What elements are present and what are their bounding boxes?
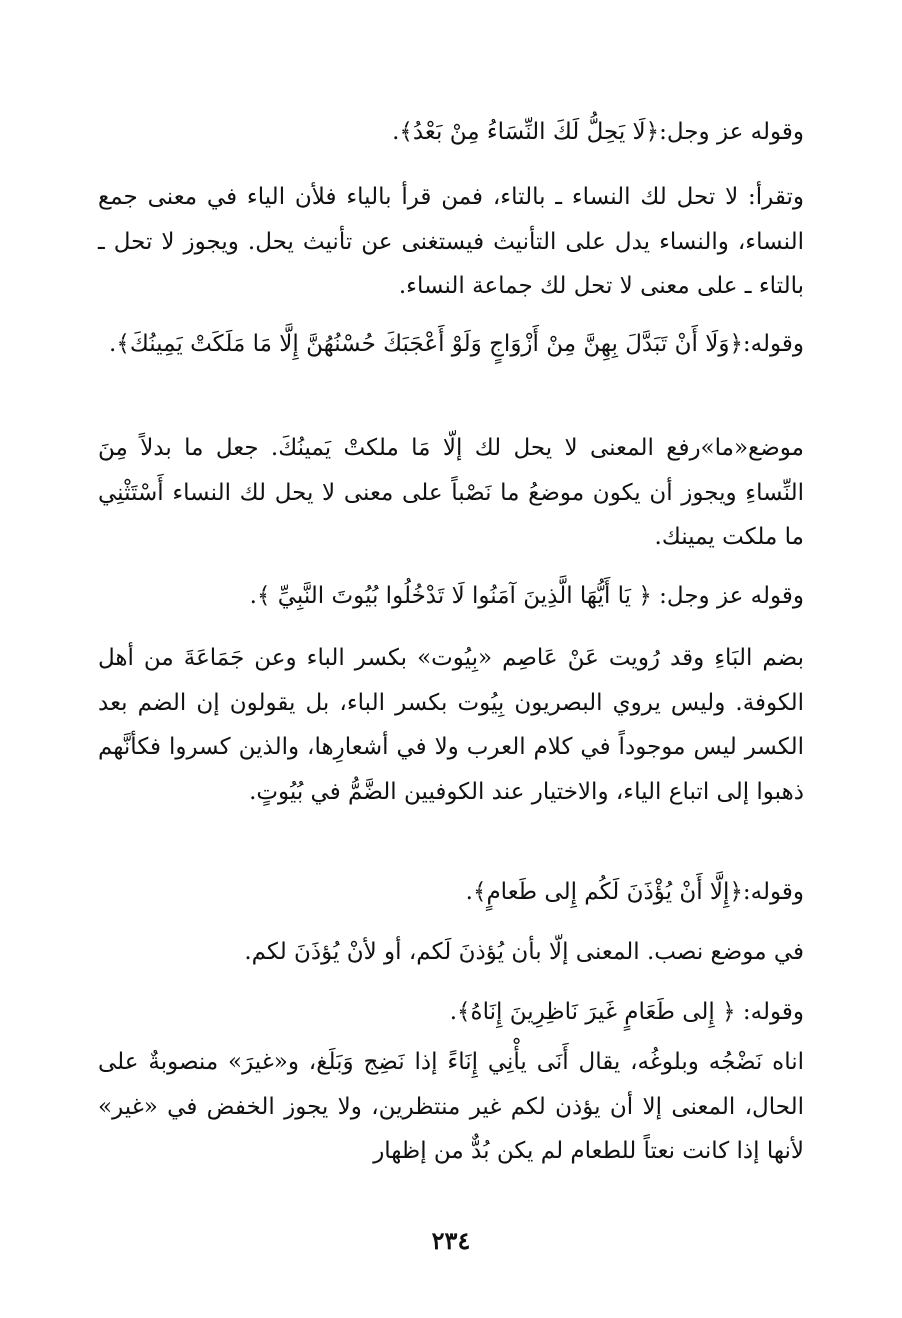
paragraph-2: وتقرأ: لا تحل لك النساء ـ بالتاء، فمن قرأ بالياء فلأن الياء في معنى جمع النساء، والنساء يدل على التأنيث فيستغنى عن تأنيث يحل. ويجوز لا تحل ـ بالتاء ـ على معنى لا تحل لك جماعة النساء.: [98, 184, 804, 299]
paragraph-7: وقوله:﴿إِلَّا أَنْ يُؤْذَنَ لَكُم إِلى طَعامٍ﴾.: [465, 879, 804, 905]
page-number: ٢٣٤: [431, 1226, 471, 1255]
paragraph-5: وقوله عز وجل: ﴿ يَا أَيُّهَا الَّذِينَ آمَنُوا لَا تَدْخُلُوا بُيُوتَ النَّبِيِّ ﴾.: [249, 583, 804, 609]
paragraph-4: موضع«ما»رفع المعنى لا يحل لك إلّا مَا ملكتْ يَمينُكَ. جعل ما بدلاً مِنَ النِّساءِ ويجوز أن يكون موضعُ ما نَصْباً على معنى لا يحل لك النساء أَسْتَثْنِي ما ملكت يمينك.: [98, 435, 804, 550]
paragraph-6: بضم البَاءِ وقد رُويت عَنْ عَاصِم «بِيُوت» بكسر الباء وعن جَمَاعَةَ من أهل الكوفة. وليس يروي البصريون بِيُوت بكسر الباء، بل يقولون إن الضم بعد الكسر ليس موجوداً في كلام العرب ولا في أشعارِها، والذين كسروا فكأنَّهم ذهبوا إلى اتباع الياء، والاختيار عند الكوفيين الضَّمُّ في بُيُوتٍ.: [98, 645, 804, 805]
paragraph-9: وقوله: ﴿ إِلى طَعَامٍ غَيرَ نَاظِرِينَ إِنَاهُ﴾.: [449, 999, 804, 1025]
paragraph-8: في موضع نصب. المعنى إلّا بأن يُؤذنَ لَكم، أو لأنْ يُؤذَنَ لكم.: [244, 939, 804, 965]
paragraph-10: اناه نَضْجُه وبلوغُه، يقال أَنَى يأْنِي إِنَاءً إذا نَضِج وَبَلَغ، و«غيرَ» منصوبةٌ على الحال، المعنى إلا أن يؤذن لكم غير منتظرين، ولا يجوز الخفض في «غير» لأنها إذا كانت نعتاً للطعام لم يكن بُدٌّ من إظهار: [98, 1049, 804, 1164]
paragraph-3: وقوله:﴿وَلَا أَنْ تَبَدَّلَ بِهِنَّ مِنْ أَزْوَاجٍ وَلَوْ أَعْجَبَكَ حُسْنُهُنَّ إِلَّا مَا مَلَكَتْ يَمِينُكَ﴾.: [109, 331, 804, 357]
paragraph-1: وقوله عز وجل:﴿لَا يَحِلُّ لَكَ النِّسَاءُ مِنْ بَعْدُ﴾.: [392, 119, 804, 145]
